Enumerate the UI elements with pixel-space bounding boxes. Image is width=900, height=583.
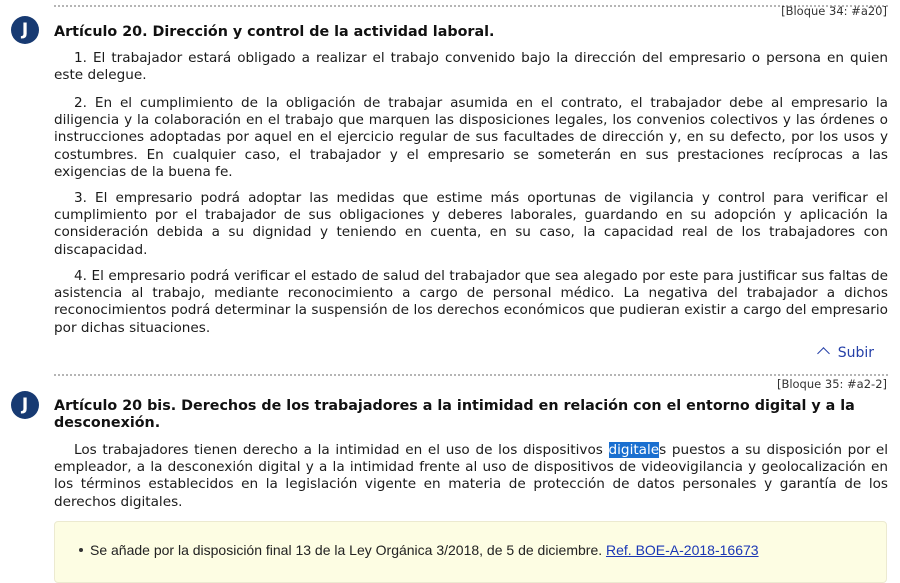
boe-reference-link[interactable]: Ref. BOE-A-2018-16673 [606,542,759,558]
subir-label: Subir [837,345,874,361]
bloque-reference: [Bloque 35: #a2-2] [776,377,887,391]
scroll-top-link[interactable] [819,345,874,361]
jurisdiction-badge-icon: J [11,391,39,419]
article-title: Artículo 20. Dirección y control de la actividad laboral. [54,24,495,40]
article-paragraph: 4. El empresario podrá verificar el estado de salud del trabajador que sea alegado por este para justificar sus faltas de asistencia al trabajo, mediante reconocimiento a cargo de personal médico. La negativa del trabajador a dichos reconocimientos podrá determinar la suspensión de los derechos económicos que pudieran existir a cargo del empresario por dichas situaciones. [54,268,888,336]
jurisdiction-badge-icon: J [11,16,39,44]
section-divider [54,5,888,7]
modification-note [54,521,887,583]
section-divider [54,374,888,376]
article-paragraph: 1. El trabajador estará obligado a realizar el trabajo convenido bajo la dirección del empresario o persona en quien este delegue. [54,50,888,84]
bullet-icon [79,548,83,552]
article-paragraph: 3. El empresario podrá adoptar las medidas que estime más oportunas de vigilancia y control para verificar el cumplimiento por el trabajador de sus obligaciones y deberes laborales, guardando en su adopción y aplicación la consideración debida a su dignidad y teniendo en cuenta, en su caso, la capacidad real de los trabajadores con discapacidad. [54,190,888,258]
bloque-reference: [Bloque 34: #a20] [781,4,887,18]
chevron-up-icon [817,347,830,360]
note-item: Se añade por la disposición final 13 de la Ley Orgánica 3/2018, de 5 de diciembre. Ref. BOE-A-2018-16673 [79,542,759,558]
selected-text: digitale [608,442,660,458]
article-paragraph: Los trabajadores tienen derecho a la intimidad en el uso de los dispositivos digitales puestos a su disposición por el empleador, a la desconexión digital y a la intimidad frente al uso de dispositivos de videovigilancia y geolocalización en los términos establecidos en la legislación vigente en materia de protección de datos personales y garantía de los derechos digitales. [54,442,888,510]
article-title: Artículo 20 bis. Derechos de los trabajadores a la intimidad en relación con el entorno digital y a la desconexión. [54,398,855,431]
article-paragraph: 2. En el cumplimiento de la obligación de trabajar asumida en el contrato, el trabajador debe al empresario la diligencia y la colaboración en el trabajo que marquen las disposiciones legales, los convenios colectivos y las órdenes o instrucciones adoptadas por aquel en el ejercicio regular de sus facultades de dirección y, en su defecto, por los usos y costumbres. En cualquier caso, el trabajador y el empresario se someterán en sus prestaciones recíprocas a las exigencias de la buena fe. [54,95,888,180]
